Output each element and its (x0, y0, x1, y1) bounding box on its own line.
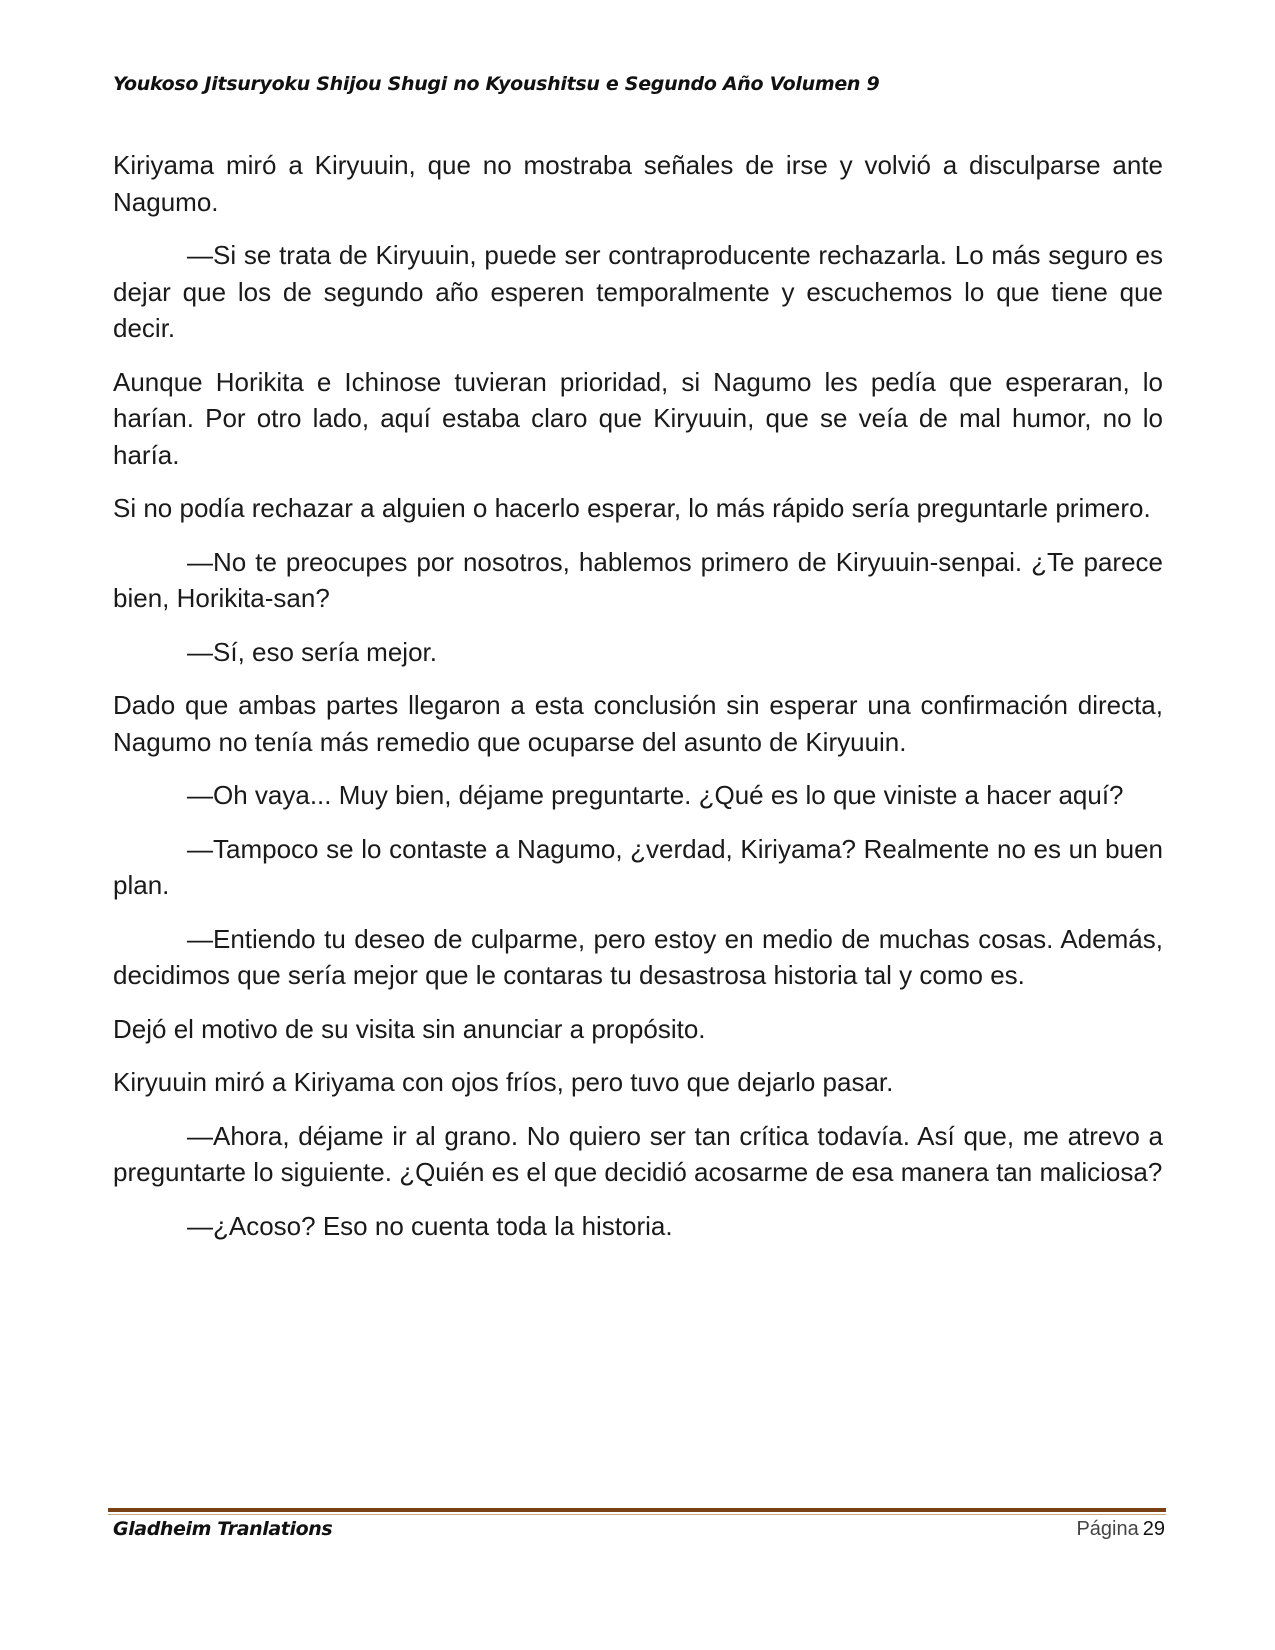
dialogue-line: —Si se trata de Kiryuuin, puede ser contraproducente rechazarla. Lo más seguro es dejar que los de segundo año esperen temporalmente y escuchemos lo que tiene que decir. (113, 240, 1163, 343)
footer-credit: Gladheim Tranlations (113, 1518, 333, 1540)
paragraph: Kiryuuin miró a Kiriyama con ojos fríos, pero tuvo que dejarlo pasar. (113, 1067, 894, 1097)
dialogue-line: —Oh vaya... Muy bien, déjame preguntarte. ¿Qué es lo que viniste a hacer aquí? (187, 780, 1124, 810)
dialogue-line: —¿Acoso? Eso no cuenta toda la historia. (187, 1210, 673, 1241)
dialogue-line: —No te preocupes por nosotros, hablemos primero de Kiryuuin-senpai. ¿Te parece bien, Horikita-san? (113, 546, 1163, 613)
dialogue-line: —Sí, eso sería mejor. (187, 636, 437, 667)
paragraph: Si no podía rechazar a alguien o hacerlo esperar, lo más rápido sería preguntarle primero. (113, 493, 1151, 523)
body-text (113, 147, 1163, 1261)
running-header: Youkoso Jitsuryoku Shijou Shugi no Kyoushitsu e Segundo Año Volumen 9 (113, 73, 880, 95)
paragraph: Dejó el motivo de su visita sin anunciar a propósito. (113, 1013, 706, 1044)
paragraph: Kiriyama miró a Kiryuuin, que no mostraba señales de irse y volvió a disculparse ante Nagumo. (113, 150, 1163, 217)
page-number-block (1076, 1518, 1165, 1541)
dialogue-line: —Entiendo tu deseo de culparme, pero estoy en medio de muchas cosas. Además, decidimos que sería mejor que le contaras tu desastrosa historia tal y como es. (113, 923, 1163, 990)
paragraph: Dado que ambas partes llegaron a esta conclusión sin esperar una confirmación directa, Nagumo no tenía más remedio que ocuparse del asunto de Kiryuuin. (113, 690, 1163, 757)
footer-divider-thick (108, 1508, 1166, 1512)
footer-divider (108, 1508, 1166, 1514)
page-number: 29 (1142, 1518, 1165, 1540)
dialogue-line: —Tampoco se lo contaste a Nagumo, ¿verdad, Kiriyama? Realmente no es un buen plan. (113, 833, 1163, 900)
page-label: Página (1076, 1518, 1139, 1540)
dialogue-line: —Ahora, déjame ir al grano. No quiero ser tan crítica todavía. Así que, me atrevo a preguntarte lo siguiente. ¿Quién es el que decidió acosarme de esa manera tan maliciosa? (113, 1120, 1163, 1187)
paragraph: Aunque Horikita e Ichinose tuvieran prioridad, si Nagumo les pedía que esperaran, lo harían. Por otro lado, aquí estaba claro que Kiryuuin, que se veía de mal humor, no lo haría. (113, 366, 1163, 470)
footer-divider-thin (108, 1514, 1166, 1515)
